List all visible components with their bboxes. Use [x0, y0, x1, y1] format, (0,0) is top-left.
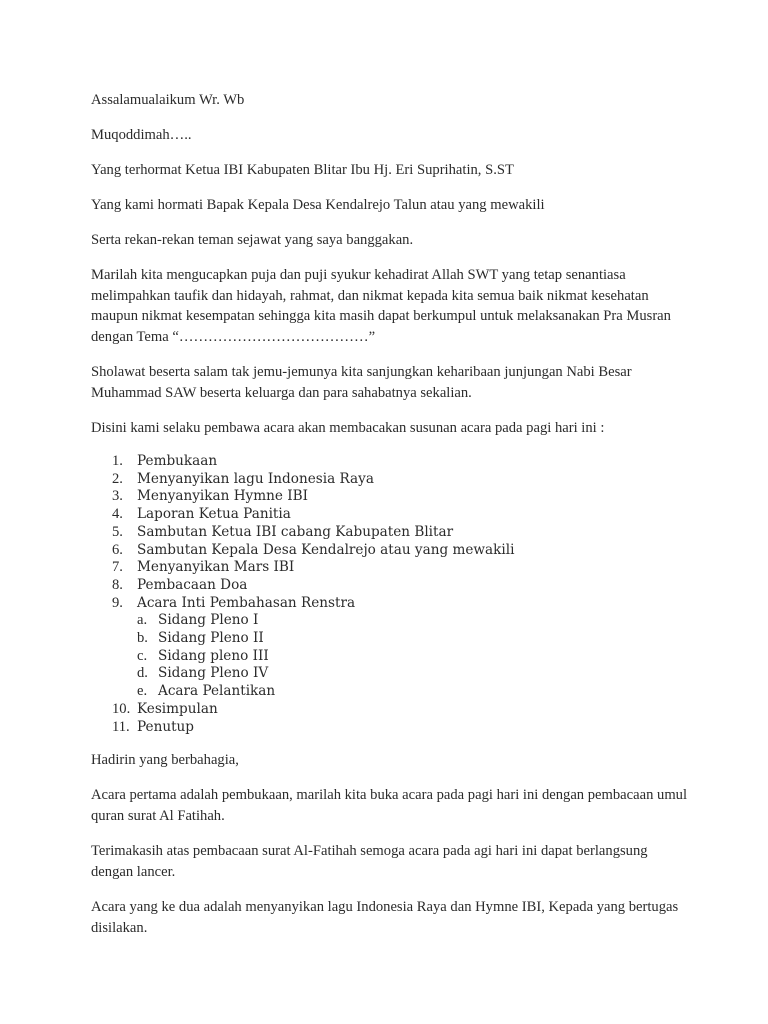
sub-list-label: Sidang Pleno I	[158, 612, 259, 629]
sub-list-label: Sidang pleno III	[158, 647, 269, 664]
hadirin-line: Hadirin yang berbahagia,	[91, 752, 239, 769]
list-item	[91, 542, 691, 560]
list-item	[91, 559, 691, 577]
list-item	[91, 506, 691, 524]
sub-list-label: Sidang Pleno IV	[158, 665, 269, 682]
list-number: 11.	[112, 718, 130, 735]
list-label: Menyanyikan Hymne IBI	[137, 488, 308, 505]
list-label: Sambutan Kepala Desa Kendalrejo atau yang mewakili	[137, 541, 515, 558]
greeting: Assalamualaikum Wr. Wb	[91, 92, 245, 108]
list-label: Penutup	[137, 718, 195, 735]
list-label: Kesimpulan	[137, 700, 218, 717]
sub-list-item	[91, 612, 691, 630]
list-label: Pembukaan	[137, 453, 218, 469]
list-item	[91, 595, 691, 701]
list-label: Acara Inti Pembahasan Renstra	[137, 594, 356, 611]
sub-list-letter: b.	[137, 630, 148, 647]
list-number: 3.	[112, 488, 123, 505]
list-number: 4.	[112, 506, 123, 523]
list-item	[91, 488, 691, 506]
agenda-list	[91, 453, 691, 736]
sub-list-item	[91, 665, 691, 683]
list-label: Laporan Ketua Panitia	[137, 506, 291, 523]
terimakasih-paragraph: Terimakasih atas pembacaan surat Al-Fatihah semoga acara pada agi hari ini dapat berlangsung dengan lancer.	[91, 843, 648, 880]
list-item	[91, 577, 691, 595]
sub-list-label: Sidang Pleno II	[158, 630, 264, 647]
list-number: 6.	[112, 541, 123, 558]
list-label: Pembacaan Doa	[137, 576, 248, 593]
acara-pertama-paragraph: Acara pertama adalah pembukaan, marilah kita buka acara pada pagi hari ini dengan pembacaan umul quran surat Al Fatihah.	[91, 787, 688, 824]
list-label: Menyanyikan lagu Indonesia Raya	[137, 470, 374, 487]
sub-agenda-list	[137, 612, 691, 701]
sub-list-item	[91, 630, 691, 648]
opening-paragraph: Marilah kita mengucapkan puja dan puji syukur kehadirat Allah SWT yang tetap senantiasa melimpahkan taufik dan hidayah, rahmat, dan nikmat kepada kita semua baik nikmat kesehatan maupun nikmat kesempatan sehingga kita masih dapat berkumpul untuk melaksanakan Pra Musran dengan Tema “…………………………………”	[91, 267, 671, 345]
honor-line-3: Serta rekan-rekan teman sejawat yang saya banggakan.	[91, 232, 414, 248]
sub-list-item	[91, 648, 691, 666]
sub-list-letter: a.	[137, 612, 148, 629]
acara-kedua-paragraph: Acara yang ke dua adalah menyanyikan lagu Indonesia Raya dan Hymne IBI, Kepada yang bertugas disilakan.	[91, 899, 679, 936]
sub-list-letter: e.	[137, 683, 148, 700]
sub-list-label: Acara Pelantikan	[158, 683, 276, 700]
list-item	[91, 701, 691, 719]
sub-list-item	[91, 683, 691, 701]
list-number: 5.	[112, 523, 123, 540]
honor-line-1: Yang terhormat Ketua IBI Kabupaten Blitar Ibu Hj. Eri Suprihatin, S.ST	[91, 162, 514, 178]
muqoddimah: Muqoddimah…..	[91, 127, 192, 143]
list-item	[91, 524, 691, 542]
list-number: 10.	[112, 700, 131, 717]
agenda-intro: Disini kami selaku pembawa acara akan membacakan susunan acara pada pagi hari ini :	[91, 420, 605, 436]
list-label: Menyanyikan Mars IBI	[137, 559, 295, 576]
list-item	[91, 719, 691, 737]
list-label: Sambutan Ketua IBI cabang Kabupaten Blitar	[137, 523, 454, 540]
sholawat-paragraph: Sholawat beserta salam tak jemu-jemunya kita sanjungkan keharibaan junjungan Nabi Besar Muhammad SAW beserta keluarga dan para sahabatnya sekalian.	[91, 364, 632, 401]
honor-line-2: Yang kami hormati Bapak Kepala Desa Kendalrejo Talun atau yang mewakili	[91, 197, 545, 213]
list-number: 7.	[112, 559, 123, 576]
list-number: 8.	[112, 576, 123, 593]
list-item	[91, 453, 691, 471]
list-number: 1.	[112, 453, 123, 469]
list-item	[91, 471, 691, 489]
sub-list-letter: c.	[137, 647, 148, 664]
list-number: 2.	[112, 470, 123, 487]
list-number: 9.	[112, 594, 123, 611]
document-page	[91, 90, 691, 953]
sub-list-letter: d.	[137, 665, 148, 682]
